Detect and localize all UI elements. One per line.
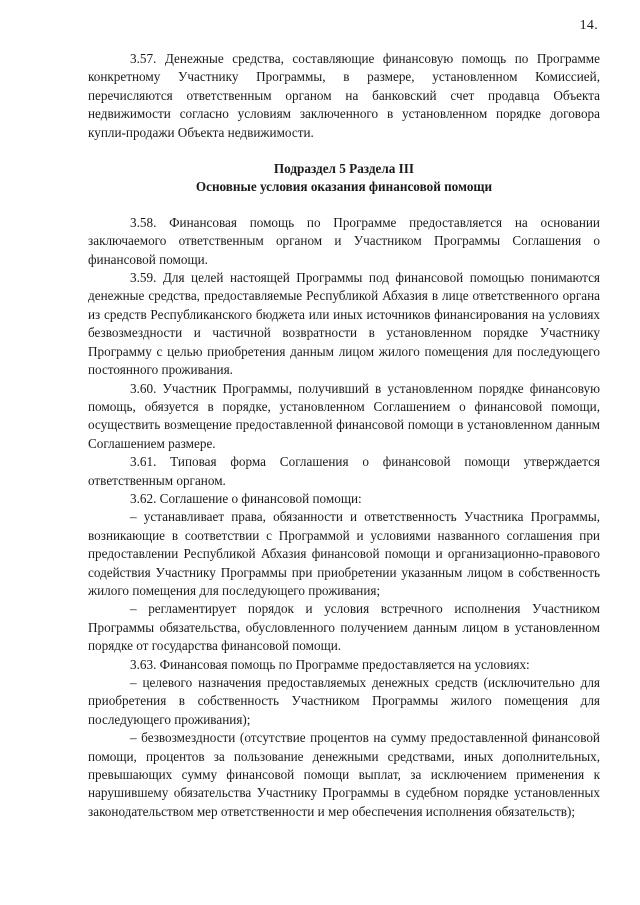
paragraph-3-63: 3.63. Финансовая помощь по Программе предоставляется на условиях: (130, 656, 530, 672)
section-heading-line-2: Основные условия оказания финансовой помощи (195, 179, 493, 195)
paragraph-3-58: 3.58. Финансовая помощь по Программе предоставляется на основании заключаемого ответственным органом и Участником Программы Соглашения о финансовой помощи. (88, 214, 600, 267)
document-body (88, 50, 600, 821)
list-item-3-63-1: – целевого назначения предоставляемых денежных средств (исключительно для приобретения в собственность Участником Программы жилого помещения для последующего проживания); (88, 675, 600, 727)
paragraph-3-61: 3.61. Типовая форма Соглашения о финансовой помощи утверждается ответственным органом. (88, 454, 600, 488)
list-item-3-63-2: – безвозмездности (отсутствие процентов на сумму предоставленной финансовой помощи, процентов за пользование денежными средствами, иных дополнительных, превышающих сумму финансовой помощи выплат, за исключением применения к нарушившему обязательства Участнику Программы в судебном порядке установленных законодательством мер ответственности и мер обеспечения исполнения обязательств); (88, 730, 600, 819)
list-item-3-62-1: – устанавливает права, обязанности и ответственность Участника Программы, возникающие в соответствии с Программой и условиями названного соглашения при предоставлении Республикой Абхазия финансовой помощи и организационно-правового содействия Участнику Программы при приобретении указанным лицом в собственность жилого помещения для последующего проживания; (88, 509, 600, 598)
paragraph-3-62: 3.62. Соглашение о финансовой помощи: (130, 490, 362, 506)
section-heading-line-1: Подраздел 5 Раздела III (273, 161, 415, 177)
paragraph-3-57: 3.57. Денежные средства, составляющие финансовую помощь по Программе конкретному Участнику Программы, в размере, установленном Комиссией, перечисляются ответственным органом на банковский счет продавца Объекта недвижимости согласно условиям заключенного в установленном порядке договора купли-продажи Объекта недвижимости. (88, 51, 600, 140)
paragraph-3-60: 3.60. Участник Программы, получивший в установленном порядке финансовую помощь, обязуется в порядке, установленном Соглашением о финансовой помощи, осуществить возмещение предоставленной финансовой помощи в установленном данным Соглашением размере. (88, 380, 600, 451)
paragraph-3-59: 3.59. Для целей настоящей Программы под финансовой помощью понимаются денежные средства, предоставляемые Республикой Абхазия в лице ответственного органа из средств Республиканского бюджета или иных источников финансирования на условиях безвозмездности и частичной возвратности в установленном порядке Участнику Программу с целью приобретения данным лицом жилого помещения для последующего постоянного проживания. (88, 270, 600, 378)
list-item-3-62-2: – регламентирует порядок и условия встречного исполнения Участником Программы обязательства, обусловленного получением данным лицом в установленном порядке от государства финансовой помощи. (88, 601, 600, 654)
section-heading (88, 160, 600, 197)
page-number: 14. (579, 18, 598, 33)
